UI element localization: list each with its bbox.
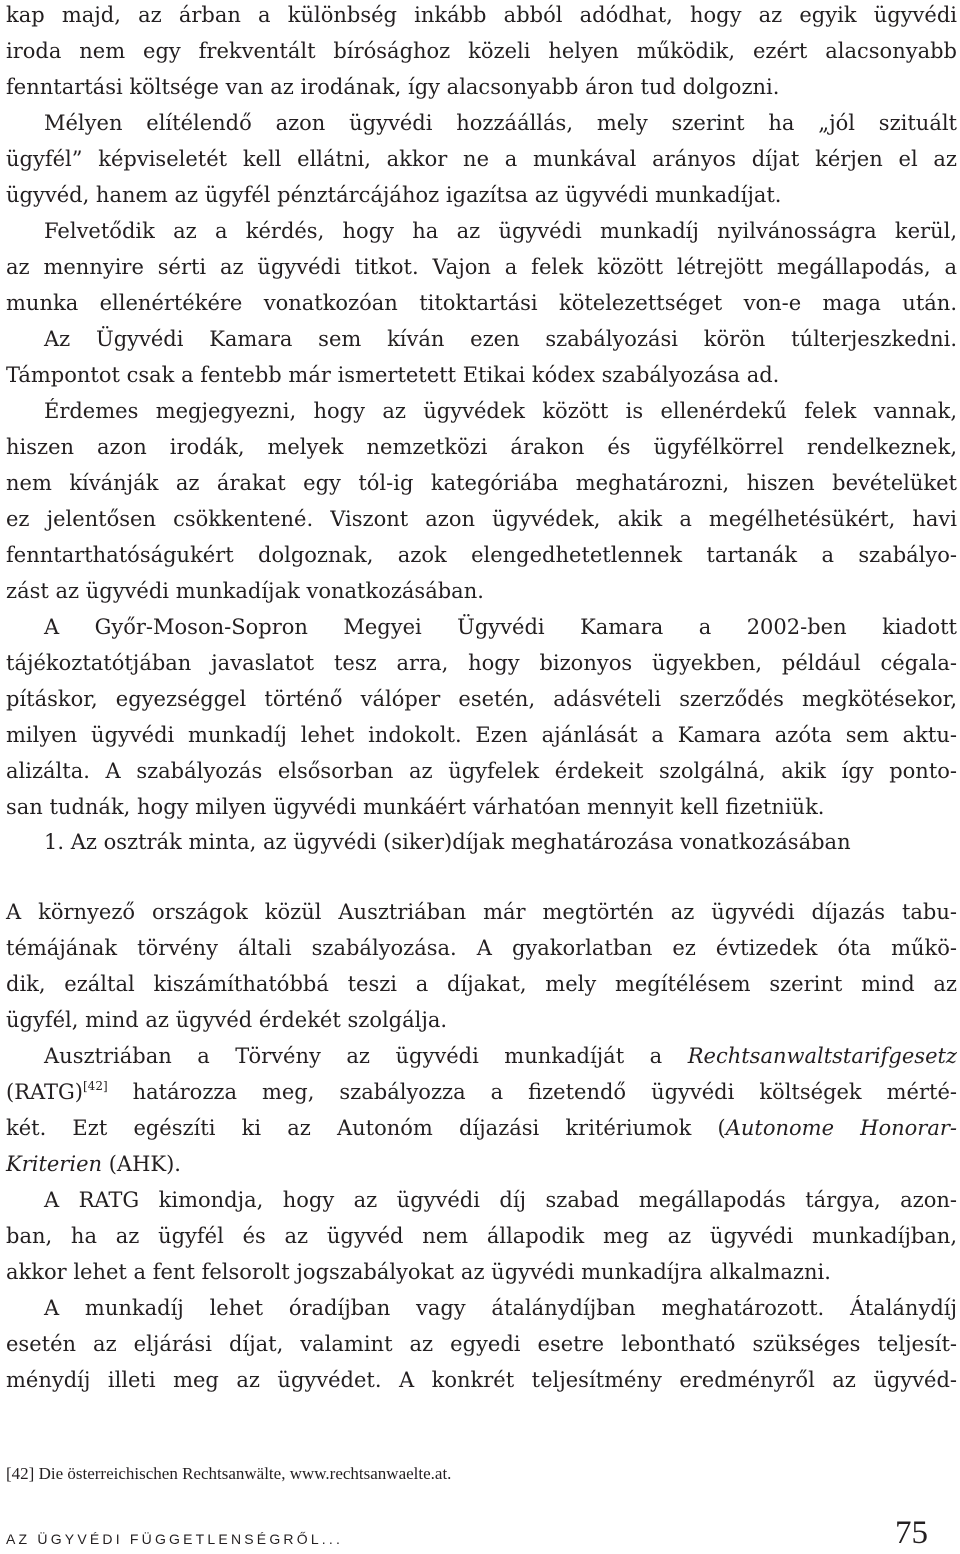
text-line: fenntartási költsége van az irodának, így alacsonyabb áron tud dolgozni. [6,75,780,99]
text-line: akkor lehet a fent felsorolt jogszabályokat az ügyvédi munkadíjra alkalmazni. [6,1260,831,1284]
running-footer-title: AZ ÜGYVÉDI FÜGGETLENSÉGRŐL... [6,1531,344,1547]
text-span: Ausztriában a Törvény az ügyvédi munkadíját a [44,1044,688,1068]
text-line: esetén az eljárási díjat, valamint az egyedi esetre lebontható szükséges teljesít- [6,1332,957,1356]
text-line: dik, ezáltal kiszámíthatóbbá teszi a díjakat, mely megítélésem szerint mind az [6,972,957,996]
text-line: Támpontot csak a fentebb már ismertetett Etikai kódex szabályozása ad. [6,363,780,387]
text-line: alizálta. A szabályozás elsősorban az ügyfelek érdekeit szolgálná, akik így ponto- [6,759,957,783]
text-line: iroda nem egy frekventált bírósághoz közeli helyen működik, ezért alacsonyabb [6,39,957,63]
text-line: Mélyen elítélendő azon ügyvédi hozzáállás, mely szerint ha „jól szituált [44,111,957,135]
text-span: határozza meg, szabályozza a fizetendő ügyvédi költségek mérté- [107,1080,957,1104]
footnote: [42] Die österreichischen Rechtsanwälte, www.rechtsanwaelte.at. [6,1464,452,1483]
text-line: munka ellenértékére vonatkozóan titoktartási kötelezettséget von-e maga után. [6,291,957,315]
text-line: ménydíj illeti meg az ügyvédet. A konkrét teljesítmény eredményről az ügyvéd- [6,1368,957,1392]
text-line: hiszen azon irodák, melyek nemzetközi árakon és ügyfélkörrel rendelkeznek, [6,435,957,459]
text-line: A Győr-Moson-Sopron Megyei Ügyvédi Kamara a 2002-ben kiadott [44,615,957,639]
text-line: Az Ügyvédi Kamara sem kíván ezen szabályozási körön túlterjeszkedni. [44,327,957,351]
text-line: milyen ügyvédi munkadíj lehet indokolt. Ezen ajánlását a Kamara azóta sem aktu- [6,723,957,747]
text-line: pításkor, egyezséggel történő válóper esetén, adásvételi szerződés megkötésekor, [6,687,957,711]
italic-term: Kriterien [6,1152,103,1176]
text-span: két. Ezt egészíti ki az Autonóm díjazási kritériumok ( [6,1116,726,1140]
text-line: ügyfél” képviseletét kell ellátni, akkor ne a munkával arányos díjat kérjen el az [6,147,957,171]
text-line: A RATG kimondja, hogy az ügyvédi díj szabad megállapodás tárgya, azon- [44,1188,957,1212]
text-line: san tudnák, hogy milyen ügyvédi munkáért várhatóan mennyit kell fizetniük. [6,795,825,819]
text-line [6,1114,957,1142]
text-span: (RATG) [6,1080,83,1104]
text-line: A környező országok közül Ausztriában már megtörtén az ügyvédi díjazás tabu- [6,900,957,924]
text-line [6,1150,957,1178]
text-line: tájékoztatótjában javaslatot tesz arra, hogy bizonyos ügyekben, például cégala- [6,651,957,675]
text-line [6,1078,957,1106]
text-line: zást az ügyvédi munkadíjak vonatkozásában. [6,579,484,603]
text-line: nem kívánják az árakat egy tól-ig kategóriába meghatározni, hiszen bevételüket [6,471,957,495]
text-line: az mennyire sérti az ügyvédi titkot. Vajon a felek között létrejött megállapodás, a [6,255,957,279]
text-line: kap majd, az árban a különbség inkább abból adódhat, hogy az egyik ügyvédi [6,3,957,27]
text-line: ügyfél, mind az ügyvéd érdekét szolgálja. [6,1008,448,1032]
text-line: Érdemes megjegyezni, hogy az ügyvédek között is ellenérdekű felek vannak, [44,399,957,423]
italic-term: Rechtsanwaltstarifgesetz [687,1044,957,1068]
text-line: ügyvéd, hanem az ügyfél pénztárcájához igazítsa az ügyvédi munkadíjat. [6,183,782,207]
text-line: témájának törvény általi szabályozása. A gyakorlatban ez évtizedek óta műkö- [6,936,957,960]
footnote-reference: [42] [83,1079,108,1093]
text-line: fenntarthatóságukért dolgoznak, azok elengedhetetlennek tartanák a szabályo- [6,543,957,567]
text-line: ban, ha az ügyfél és az ügyvéd nem állapodik meg az ügyvédi munkadíjban, [6,1224,957,1248]
text-line: ez jelentősen csökkentené. Viszont azon ügyvédek, akik a megélhetésükért, havi [6,507,957,531]
text-line: Felvetődik az a kérdés, hogy ha az ügyvédi munkadíj nyilvánosságra kerül, [44,219,957,243]
italic-term: Autonome Honorar- [725,1116,957,1140]
text-line: A munkadíj lehet óradíjban vagy átalánydíjban meghatározott. Átalánydíj [44,1296,957,1320]
section-heading: 1. Az osztrák minta, az ügyvédi (siker)díjak meghatározása vonatkozásában [44,830,851,854]
text-line [44,1042,957,1070]
page-number: 75 [895,1515,928,1551]
text-span: (AHK). [102,1152,181,1176]
